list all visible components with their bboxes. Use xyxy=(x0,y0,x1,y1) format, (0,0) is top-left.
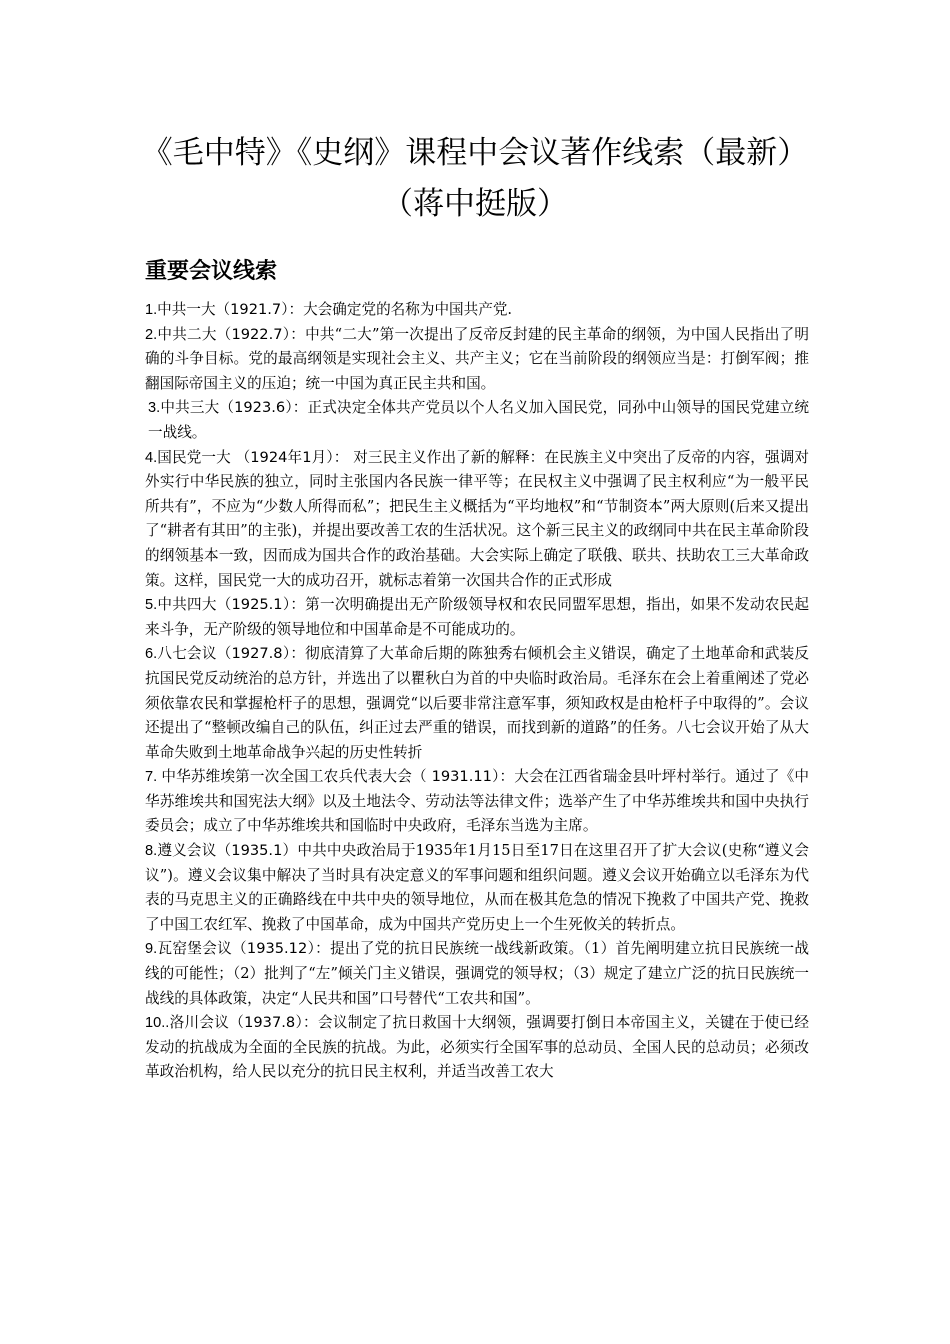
item-number: 3. xyxy=(148,400,161,417)
item-number: 5. xyxy=(145,597,158,614)
list-item xyxy=(145,396,809,445)
section-heading: 重要会议线索 xyxy=(145,259,278,284)
item-number: 8. xyxy=(145,843,158,860)
item-number: 4. xyxy=(145,449,158,466)
item-number: 10.. xyxy=(145,1015,170,1032)
item-number: 2. xyxy=(145,326,158,343)
list-item xyxy=(145,765,809,839)
item-text: 会议制定了抗日救国十大纲领，强调要打倒日本帝国主义，关键在于使已经发动的抗战成为全面的全民族的抗战。为此，必须实行全国军事的总动员、全国人民的总动员；必须改革政治机构，给人民以充分的抗日民主权利，并适当改善工农大 xyxy=(145,1014,809,1081)
meeting-name: 遵义会议（1935.1） xyxy=(157,842,298,860)
item-text: 正式决定全体共产党员以个人名义加入国民党，同孙中山领导的国民党建立统一战线。 xyxy=(148,399,809,441)
meeting-name: 八七会议（1927.8）： xyxy=(157,645,306,663)
list-item xyxy=(145,937,809,1011)
meeting-name: 洛川会议（1937.8）： xyxy=(169,1014,318,1032)
list-item xyxy=(145,1011,809,1085)
item-text: 中共中央政治局于1935年1月15日至17日在这里召开了扩大会议(史称“遵义会议”)。遵义会议集中解决了当时具有决定意义的军事问题和组织问题。遵义会议开始确立以毛泽东为代表的马克思主义的正确路线在中共中央的领导地位，从而在极其危急的情况下挽救了中国共产党、挽救了中国工农红军、挽救了中国革命，成为中国共产党历史上一个生死攸关的转折点。 xyxy=(145,842,809,933)
item-text: 大会在江西省瑞金县叶坪村举行。通过了《中华苏维埃共和国宪法大纲》以及土地法令、劳动法等法律文件；选举产生了中华苏维埃共和国中央执行委员会；成立了中华苏维埃共和国临时中央政府，毛泽东当选为主席。 xyxy=(145,768,809,835)
meeting-name: 中华苏维埃第一次全国工农兵代表大会（ 1931.11）： xyxy=(161,768,515,786)
item-number: 7. xyxy=(145,769,162,786)
list-item xyxy=(145,593,809,642)
list-item xyxy=(145,839,809,937)
item-text: 对三民主义作出了新的解释：在民族主义中突出了反帝的内容，强调对外实行中华民族的独立，同时主张国内各民族一律平等；在民权主义中强调了民主权利应“为一般平民所共有”，不应为“少数人所得而私”；把民生主义概括为“平均地权”和“节制资本”两大原则(后来又提出了“耕者有其田”的主张)，并提出要改善工农的生活状况。这个新三民主义的政纲同中共在民主革命阶段的纲领基本一致，因而成为国共合作的政治基础。大会实际上确定了联俄、联共、扶助农工三大革命政策。这样，国民党一大的成功召开，就标志着第一次国共合作的正式形成 xyxy=(145,448,809,589)
meeting-name: 中共三大（1923.6）： xyxy=(160,399,308,417)
item-text: 彻底清算了大革命后期的陈独秀右倾机会主义错误，确定了土地革命和武装反抗国民党反动统治的总方针，并选出了以瞿秋白为首的中央临时政治局。毛泽东在会上着重阐述了党必须依靠农民和掌握枪杆子的思想，强调党“以后要非常注意军事，须知政权是由枪杆子中取得的”。会议还提出了“整顿改编自己的队伍，纠正过去严重的错误，而找到新的道路”的任务。八七会议开始了从大革命失败到土地革命战争兴起的历史性转折 xyxy=(145,645,809,761)
item-number: 6. xyxy=(145,646,158,663)
list-item xyxy=(145,446,809,594)
document-title: 《毛中特》《史纲》课程中会议著作线索（最新）（蒋中挺版） xyxy=(141,135,809,222)
meeting-name: 中共四大（1925.1）： xyxy=(157,596,306,614)
meeting-name: 瓦窑堡会议（1935.12）： xyxy=(157,940,331,958)
item-text: 提出了党的抗日民族统一战线新政策。（1）首先阐明建立抗日民族统一战线的可能性；（2）批判了“左”倾关门主义错误，强调党的领导权；（3）规定了建立广泛的抗日民族统一战线的具体政策，决定“人民共和国”口号替代“工农共和国”。 xyxy=(145,940,809,1007)
meeting-name: 中共一大（1921.7）： xyxy=(157,301,304,318)
item-number: 9. xyxy=(145,941,158,958)
item-text: 大会确定党的名称为中国共产党. xyxy=(303,301,513,318)
list-item xyxy=(145,642,809,765)
list-item xyxy=(145,323,809,397)
item-number: 1. xyxy=(145,302,158,318)
meeting-name: 国民党一大 （1924年1月）： xyxy=(157,448,349,466)
item-text: 第一次明确提出无产阶级领导权和农民同盟军思想，指出，如果不发动农民起来斗争，无产阶级的领导地位和中国革命是不可能成功的。 xyxy=(145,596,809,638)
list-item xyxy=(145,298,809,323)
meeting-name: 中共二大（1922.7）： xyxy=(157,325,306,343)
item-text: 中共“二大”第一次提出了反帝反封建的民主革命的纲领，为中国人民指出了明确的斗争目标。党的最高纲领是实现社会主义、共产主义；它在当前阶段的纲领应当是：打倒军阀；推翻国际帝国主义的压迫；统一中国为真正民主共和国。 xyxy=(145,325,809,392)
meeting-list xyxy=(145,298,809,1085)
